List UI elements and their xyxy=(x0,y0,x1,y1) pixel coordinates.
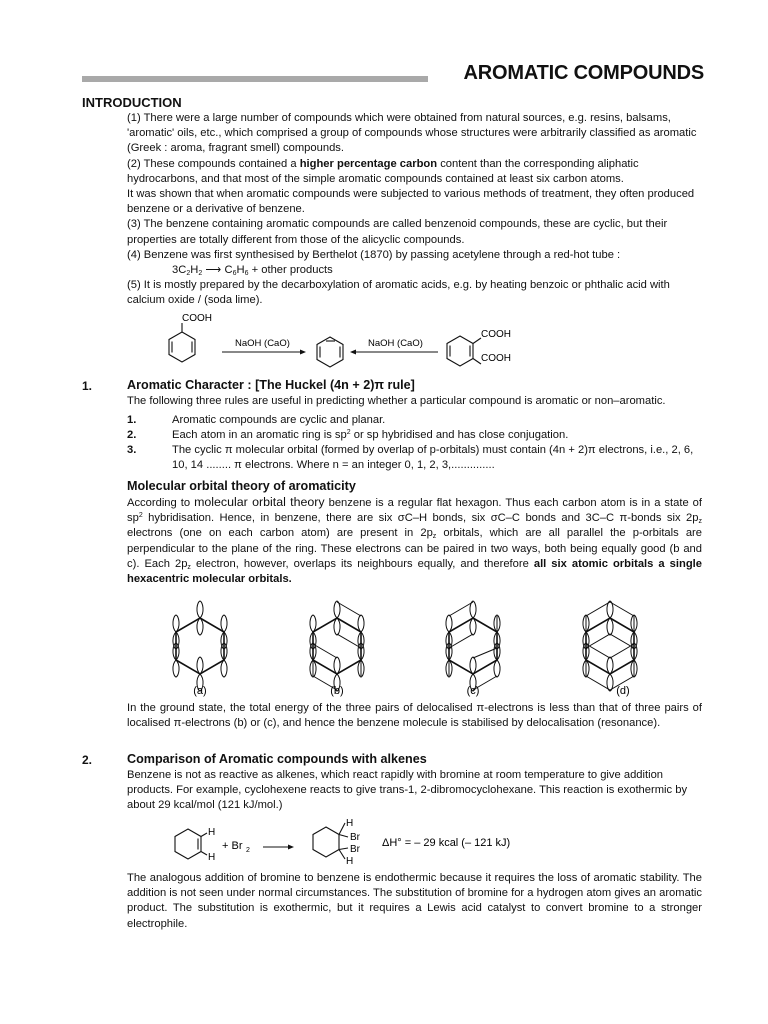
section1-title-b: rule] xyxy=(384,378,415,392)
title-rule xyxy=(82,76,428,82)
rule-item-2 xyxy=(127,428,702,443)
intro-p2-bold: higher percentage carbon xyxy=(299,157,438,170)
intro-heading: INTRODUCTION xyxy=(82,95,182,110)
eq-c: C xyxy=(224,264,233,277)
eq-3c: 3C xyxy=(172,264,187,277)
page-title: AROMATIC COMPOUNDS xyxy=(463,62,704,84)
section1-title-a: Aromatic Character : [The Huckel (4n + 2) xyxy=(127,378,375,392)
intro-p1: (1) There were a large number of compounds which were obtained from natural sources, e.g. resins, balsams, 'aromatic' oils, etc., which comprised a group of compounds whose structures were arbitrarily classified as aromatic (Greek : aroma, fragrant smell) compounds. xyxy=(127,112,697,155)
section2-number: 2. xyxy=(82,753,93,767)
section1-intro: The following three rules are useful in predicting whether a particular compound is aromatic or non–aromatic. xyxy=(127,395,666,407)
eq-sub-1: 2 xyxy=(186,270,191,278)
eq-sub-2: 2 xyxy=(198,270,203,278)
fig-label-b: (b) xyxy=(330,685,344,697)
section1-title-pi: π xyxy=(374,378,385,392)
eq-rest: + other products xyxy=(248,264,333,277)
mo-p-b: molecular orbital theory xyxy=(194,495,325,509)
figure-c-localised-pairs xyxy=(446,601,500,691)
fig-label-a: (a) xyxy=(193,685,207,697)
rule-sup: 2 xyxy=(346,429,351,436)
reaction-arrow-head xyxy=(288,845,294,850)
rule-item-1 xyxy=(127,413,702,428)
mo-p-f: orbitals, which are all parallel the p-orbitals are perpendicular to the plane of the ring. These electrons can be paired in two ways, both being equally good (b and c). Each 2p xyxy=(127,527,703,570)
cyclohexene-h-top: H xyxy=(208,827,216,838)
bromine-subscript: 2 xyxy=(246,847,250,854)
bromination-reaction xyxy=(160,815,580,867)
product-h-bottom: H xyxy=(346,856,354,867)
mo-p-g: electron, however, overlaps its neighbours equally, and therefore xyxy=(190,557,534,570)
intro-p2 xyxy=(127,157,702,187)
intro-p2-c: content than the corresponding aliphatic hydrocarbons, and that most of the simple aromatic compounds contained at least six carbon atoms. xyxy=(127,157,639,185)
eq-sub-4: 6 xyxy=(244,270,249,278)
figure-b-localised-pairs xyxy=(310,601,364,691)
eq-h2: H xyxy=(236,264,245,277)
enthalpy-change: ΔH° = – 29 kcal (– 121 kJ) xyxy=(382,837,511,849)
mo-p-sub2: z xyxy=(432,533,437,541)
figure-d-delocalised-orbital xyxy=(583,601,637,691)
phthalic-acid-structure xyxy=(447,336,481,366)
acetylene-equation xyxy=(127,263,702,278)
eq-arrow: ⟶ xyxy=(205,264,222,277)
benzoic-acid-structure xyxy=(169,323,195,362)
intro-p3: (3) The benzene containing aromatic compounds are called benzenoid compounds, these are cyclic, but their properties are totally different from those of the alicyclic compounds. xyxy=(127,218,668,246)
mo-p-e: electrons (one on each carbon atom) are present in 2p xyxy=(127,527,433,540)
intro-p4: (4) Benzene was first synthesised by Berthelot (1870) by passing acetylene through a red-hot tube : xyxy=(127,248,621,261)
intro-p5: (5) It is mostly prepared by the decarboxylation of aromatic acids, e.g. by heating benzoic or phthalic acid with calcium oxide / (soda lime). xyxy=(127,279,670,307)
arrow-right-head xyxy=(300,350,306,355)
product-br-1: Br xyxy=(350,832,360,843)
reagent-right: NaOH (CaO) xyxy=(368,338,423,349)
eq-sub-3: 6 xyxy=(232,270,237,278)
benzoic-cooh-label: COOH xyxy=(182,313,212,324)
mo-theory-title: Molecular orbital theory of aromaticity xyxy=(127,479,356,493)
benzene-structure xyxy=(317,337,343,367)
rule-text-a: Each atom in an aromatic ring is sp xyxy=(172,429,347,441)
dibromocyclohexane-structure xyxy=(313,823,348,859)
product-br-2: Br xyxy=(350,844,360,855)
page-header xyxy=(82,62,704,86)
mo-p-a: According to xyxy=(127,497,195,509)
mo-p-sub1: z xyxy=(698,518,702,526)
decarboxylation-scheme xyxy=(160,310,530,372)
phthalic-cooh-2: COOH xyxy=(481,353,511,364)
mo-p-d: hybridisation. Hence, in benzene, there are six σC–H bonds, six σC–C bonds and 3C–C π-bonds six 2p xyxy=(142,512,699,525)
orbital-figures xyxy=(160,590,680,700)
cyclohexene-structure xyxy=(175,829,207,859)
rule-number: 1. xyxy=(127,414,137,426)
intro-text xyxy=(127,111,702,309)
rule-number: 2. xyxy=(127,429,137,441)
product-h-top: H xyxy=(346,818,354,829)
phthalic-cooh-1: COOH xyxy=(481,329,511,340)
cyclohexene-h-bottom: H xyxy=(208,852,216,863)
mo-p-c: benzene is a regular flat hexagon. Thus each carbon atom is in a state of sp xyxy=(127,497,703,525)
rule-text-b: or sp hybridised and has close conjugation. xyxy=(350,429,569,441)
rule-text: Aromatic compounds are cyclic and planar. xyxy=(172,414,386,426)
bromine-reagent: + Br xyxy=(222,840,243,852)
figure-a-isolated-p-orbitals xyxy=(173,601,227,691)
rule-number: 3. xyxy=(127,444,137,456)
arrow-left-head xyxy=(350,350,356,355)
ground-state-paragraph: In the ground state, the total energy of the three pairs of delocalised π-electrons is less than that of three pairs of localised π-electrons (b) or (c), and hence the benzene molecule is stabilised by delocalisation (resonance). xyxy=(127,702,702,730)
section1-number: 1. xyxy=(82,379,93,393)
eq-h: H xyxy=(190,264,199,277)
intro-p2-a: (2) These compounds contained a xyxy=(127,157,300,170)
mo-p-sub3: z xyxy=(187,563,191,571)
section1-title xyxy=(127,378,415,392)
mo-p-bold: all six atomic orbitals a single hexacentric molecular orbitals. xyxy=(127,557,702,586)
rule-item-3 xyxy=(127,443,702,473)
reagent-left: NaOH (CaO) xyxy=(235,338,290,349)
rule-text: The cyclic π molecular orbital (formed by overlap of p-orbitals) must contain (4n + 2)π electrons, i.e., 2, 6, 10, 14 ........ π electrons. Where n = an integer 0, 1, 2, 3,.............. xyxy=(172,444,694,471)
huckel-rules-list xyxy=(127,413,702,473)
fig-label-c: (c) xyxy=(466,685,480,697)
section2-paragraph-2: The analogous addition of bromine to benzene is endothermic because it requires the loss of aromatic stability. The addition is not seen under normal circumstances. The substitution of bromine for a hydrogen atom gives an aromatic product. The substitution is exothermic, but it requires a Lewis acid catalyst to convert bromine to a stronger electrophile. xyxy=(127,872,703,930)
mo-p-sup: 2 xyxy=(138,512,143,520)
mo-theory-paragraph xyxy=(127,495,702,587)
intro-p2-d: It was shown that when aromatic compounds were subjected to various methods of treatment, they often produced benzene or a derivative of benzene. xyxy=(127,188,695,216)
section2-paragraph-1: Benzene is not as reactive as alkenes, which react rapidly with bromine at room temperature to give addition products. For example, cyclohexene reacts to give trans-1, 2-dibromocyclohexane. This reaction is exothermic by about 29 kcal/mol (121 kJ/mol.) xyxy=(127,769,688,812)
section2-title: Comparison of Aromatic compounds with alkenes xyxy=(127,752,427,766)
fig-label-d: (d) xyxy=(616,685,630,697)
